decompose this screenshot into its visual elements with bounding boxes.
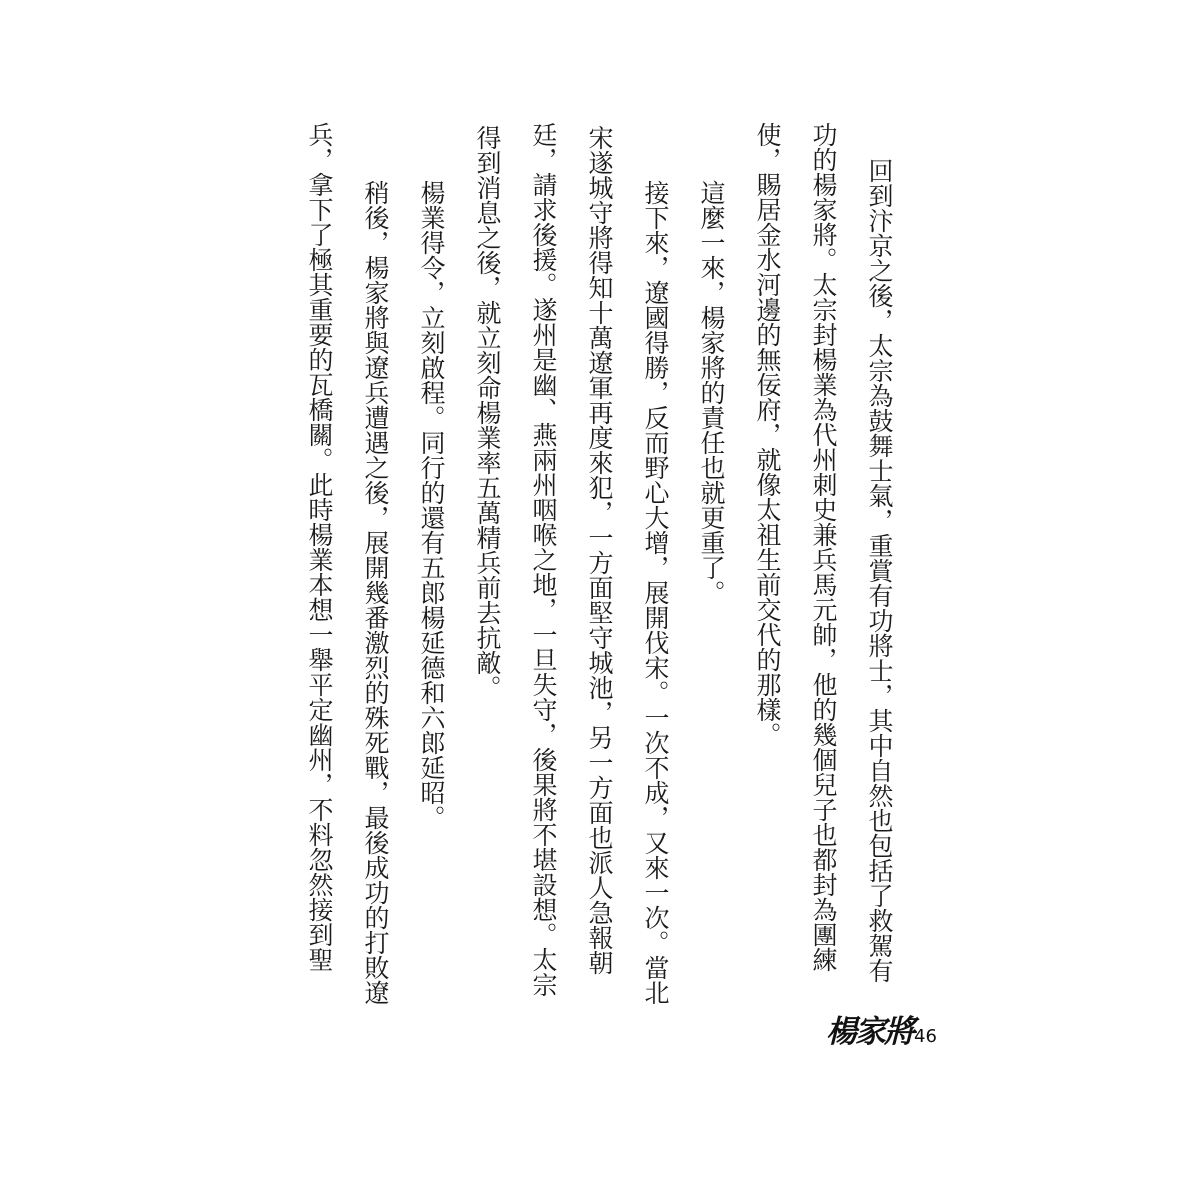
text-column: 接下來，遼國得勝，反而野心大增，展開伐宋。一次不成，又來一次。當北 [641, 180, 670, 1005]
page-number: 46 [914, 1026, 937, 1047]
text-column: 功的楊家將。太宗封楊業為代州刺史兼兵馬元帥，他的幾個兒子也都封為團練 [809, 122, 838, 972]
text-column: 宋遂城守將得知十萬遼軍再度來犯，一方面堅守城池，另一方面也派人急報朝 [585, 125, 614, 975]
page-footer [826, 1012, 956, 1062]
text-column: 楊業得令，立刻啟程。同行的還有五郎楊延德和六郎延昭。 [417, 180, 446, 830]
text-column: 兵，拿下了極其重要的瓦橋關。此時楊業本想一舉平定幽州，不料忽然接到聖 [305, 122, 334, 972]
text-column: 使，賜居金水河邊的無佞府，就像太祖生前交代的那樣。 [753, 122, 782, 747]
text-column: 廷，請求後援。遂州是幽、燕兩州咽喉之地，一旦失守，後果將不堪設想。太宗 [529, 122, 558, 997]
text-column: 得到消息之後，就立刻命楊業率五萬精兵前去抗敵。 [473, 125, 502, 700]
text-column: 這麼一來，楊家將的責任也就更重了。 [697, 180, 726, 605]
text-column: 回到汴京之後，太宗為鼓舞士氣，重賞有功將士，其中自然也包括了救駕有 [865, 158, 894, 983]
text-column: 稍後，楊家將與遼兵遭遇之後，展開幾番激烈的殊死戰，最後成功的打敗遼 [361, 180, 390, 1005]
running-title: 楊家將 [826, 1014, 913, 1050]
